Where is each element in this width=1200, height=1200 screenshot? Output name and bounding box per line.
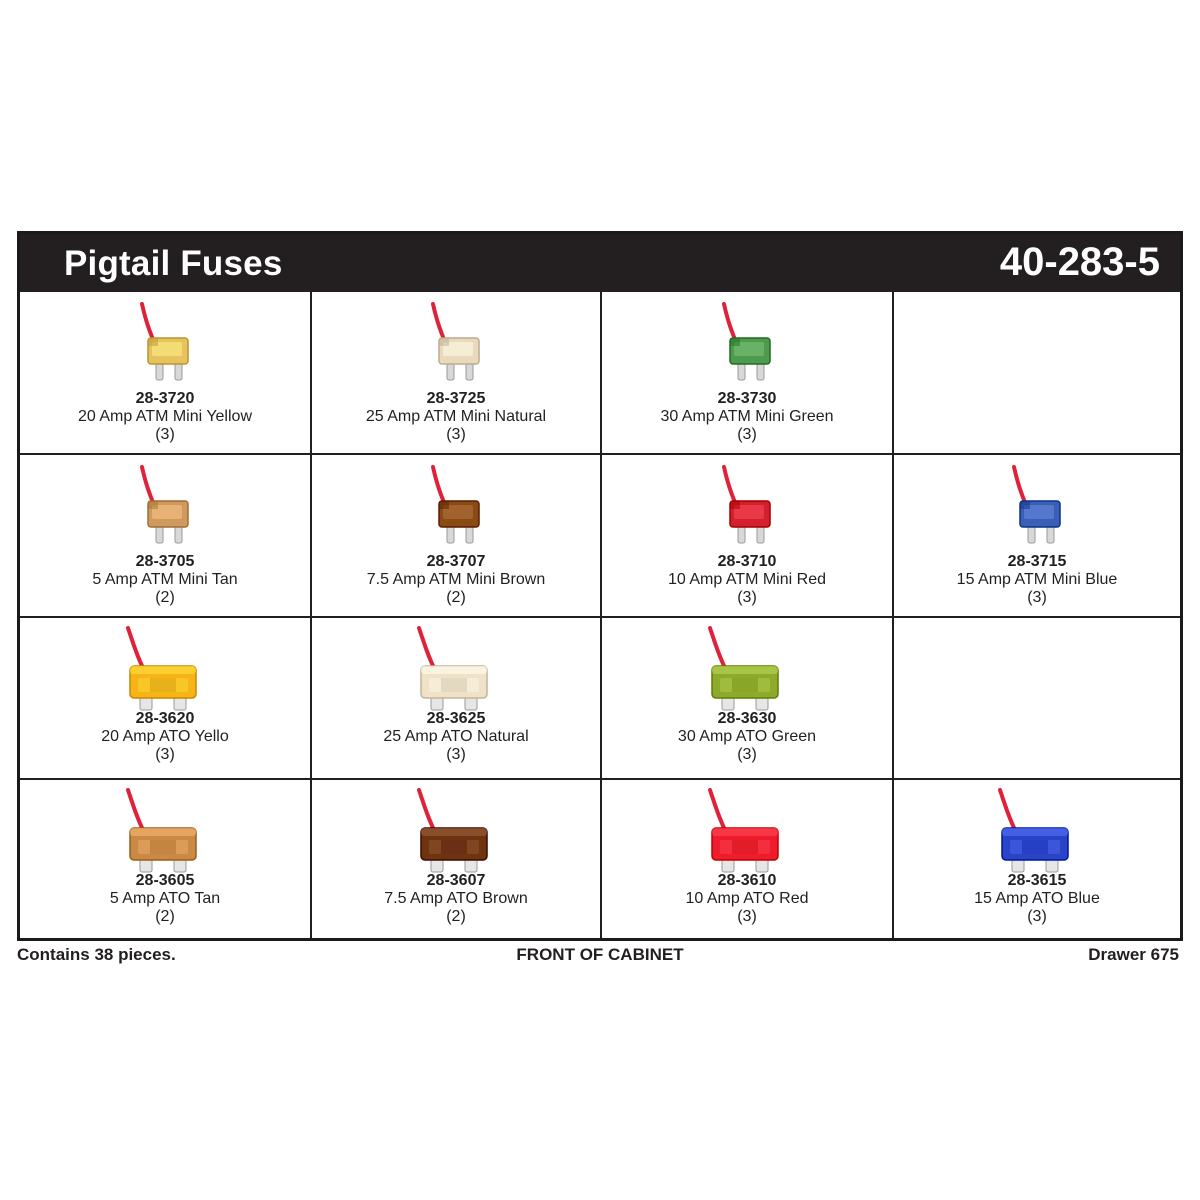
part-quantity: (3)	[737, 746, 757, 763]
part-description: 25 Amp ATM Mini Natural	[365, 408, 547, 425]
part-quantity: (3)	[446, 746, 466, 763]
part-slot	[312, 455, 602, 618]
part-number: 28-3607	[426, 872, 486, 889]
ato-fuse-icon	[401, 626, 511, 719]
part-number: 28-3605	[135, 872, 195, 889]
ato-fuse-icon	[110, 788, 220, 881]
card-header	[20, 234, 1180, 292]
mini-fuse-icon	[120, 465, 210, 552]
part-slot	[602, 780, 894, 938]
part-slot	[20, 618, 312, 780]
part-quantity: (3)	[155, 746, 175, 763]
part-quantity: (2)	[155, 589, 175, 606]
part-slot	[20, 455, 312, 618]
parts-card	[17, 231, 1183, 941]
part-quantity: (3)	[737, 589, 757, 606]
part-description: 15 Amp ATM Mini Blue	[956, 571, 1118, 588]
part-quantity: (3)	[155, 426, 175, 443]
part-number: 28-3720	[135, 390, 195, 407]
part-quantity: (2)	[446, 589, 466, 606]
part-quantity: (3)	[1027, 908, 1047, 925]
ato-fuse-icon	[982, 788, 1092, 881]
part-slot	[602, 455, 894, 618]
part-slot	[312, 618, 602, 780]
empty-slot	[894, 618, 1180, 780]
ato-fuse-icon	[110, 626, 220, 719]
part-description: 15 Amp ATO Blue	[974, 890, 1100, 907]
mini-fuse-icon	[702, 302, 792, 389]
part-slot	[894, 780, 1180, 938]
part-number: 28-3630	[717, 710, 777, 727]
part-description: 25 Amp ATO Natural	[383, 728, 529, 745]
part-slot	[602, 618, 894, 780]
part-number: 28-3725	[426, 390, 486, 407]
empty-slot	[894, 292, 1180, 455]
part-description: 20 Amp ATM Mini Yellow	[77, 408, 252, 425]
part-number: 28-3615	[1007, 872, 1067, 889]
part-slot	[20, 292, 312, 455]
part-quantity: (2)	[446, 908, 466, 925]
part-quantity: (3)	[737, 908, 757, 925]
mini-fuse-icon	[411, 465, 501, 552]
part-quantity: (3)	[1027, 589, 1047, 606]
part-number: 28-3705	[135, 553, 195, 570]
parts-grid	[20, 292, 1180, 938]
mini-fuse-icon	[120, 302, 210, 389]
part-number: 28-3610	[717, 872, 777, 889]
part-number: 28-3710	[717, 553, 777, 570]
part-description: 30 Amp ATO Green	[677, 728, 817, 745]
part-description: 10 Amp ATM Mini Red	[668, 571, 826, 588]
part-number: 28-3620	[135, 710, 195, 727]
mini-fuse-icon	[702, 465, 792, 552]
part-slot	[312, 780, 602, 938]
part-quantity: (2)	[155, 908, 175, 925]
ato-fuse-icon	[692, 626, 802, 719]
part-description: 10 Amp ATO Red	[685, 890, 809, 907]
kit-number: 40-283-5	[999, 240, 1160, 284]
part-description: 5 Amp ATO Tan	[109, 890, 221, 907]
part-slot	[602, 292, 894, 455]
piece-count: Contains 38 pieces.	[17, 945, 176, 964]
part-number: 28-3625	[426, 710, 486, 727]
mini-fuse-icon	[411, 302, 501, 389]
drawer-number: Drawer 675	[1088, 945, 1179, 964]
part-description: 5 Amp ATM Mini Tan	[92, 571, 238, 588]
part-slot	[20, 780, 312, 938]
part-number: 28-3707	[426, 553, 486, 570]
card-footer	[17, 945, 1183, 967]
part-quantity: (3)	[446, 426, 466, 443]
mini-fuse-icon	[992, 465, 1082, 552]
card-title: Pigtail Fuses	[64, 244, 283, 283]
ato-fuse-icon	[692, 788, 802, 881]
part-slot	[312, 292, 602, 455]
part-quantity: (3)	[737, 426, 757, 443]
part-number: 28-3730	[717, 390, 777, 407]
cabinet-label: FRONT OF CABINET	[516, 945, 684, 964]
part-description: 30 Amp ATM Mini Green	[660, 408, 834, 425]
part-number: 28-3715	[1007, 553, 1067, 570]
part-description: 7.5 Amp ATO Brown	[384, 890, 528, 907]
part-description: 20 Amp ATO Yello	[101, 728, 229, 745]
part-description: 7.5 Amp ATM Mini Brown	[366, 571, 546, 588]
ato-fuse-icon	[401, 788, 511, 881]
part-slot	[894, 455, 1180, 618]
